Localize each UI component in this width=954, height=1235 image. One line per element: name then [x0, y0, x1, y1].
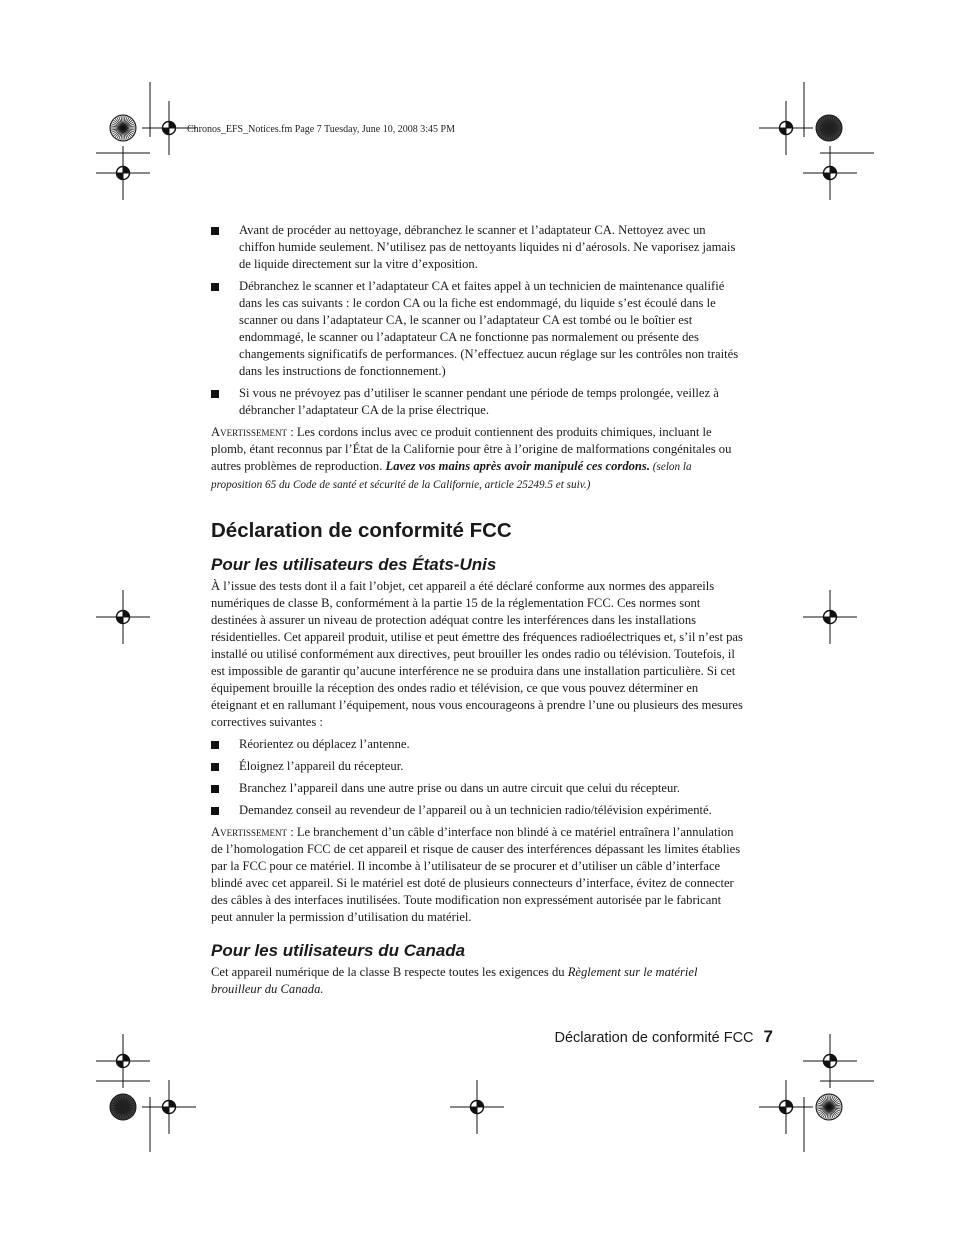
list-item: Réorientez ou déplacez l’antenne.: [211, 736, 743, 753]
list-item: Si vous ne prévoyez pas d’utiliser le scanner pendant une période de temps prolongée, veillez à débrancher l’adaptateur CA de la prise électrique.: [211, 385, 743, 419]
list-item: Branchez l’appareil dans une autre prise ou dans un autre circuit que celui du récepteur.: [211, 780, 743, 797]
square-bullet-icon: [211, 785, 219, 793]
list-item: Éloignez l’appareil du récepteur.: [211, 758, 743, 775]
starburst-target-icon: [816, 1094, 842, 1120]
starburst-target-icon: [816, 115, 842, 141]
section-title: Déclaration de conformité FCC: [211, 519, 512, 542]
file-info-header: Chronos_EFS_Notices.fm Page 7 Tuesday, June 10, 2008 3:45 PM: [187, 124, 455, 135]
footer-label: Déclaration de conformité FCC: [554, 1030, 754, 1046]
square-bullet-icon: [211, 227, 219, 235]
maintenance-bullet-list: [211, 222, 743, 419]
us-subtitle: Pour les utilisateurs des États-Unis: [211, 555, 497, 574]
square-bullet-icon: [211, 807, 219, 815]
square-bullet-icon: [211, 390, 219, 398]
list-item: Demandez conseil au revendeur de l’appareil ou à un technicien radio/télévision expérimenté.: [211, 802, 743, 819]
page-number: 7: [763, 1027, 773, 1046]
starburst-target-icon: [110, 1094, 136, 1120]
page-footer: [554, 1027, 773, 1047]
warning-label: Avertissement: [211, 425, 288, 439]
list-item: Avant de procéder au nettoyage, débranchez le scanner et l’adaptateur CA. Nettoyez avec un chiffon humide seulement. N’utilisez pas de nettoyants liquides ni d’aérosols. Ne vaporisez jamais de liquide directement sur la vitre d’exposition.: [211, 222, 743, 273]
us-body: À l’issue des tests dont il a fait l’objet, cet appareil a été déclaré conforme aux normes des appareils numériques de classe B, conformément à la partie 15 de la réglementation FCC. Ces normes sont destinées à assurer un niveau de protection adéquat contre les interférences dans les installations résidentielles. Cet appareil produit, utilise et peut émettre des fréquences radioélectriques et, s’il n’est pas installé ou utilisé conformément aux directives, peut brouiller les ondes radio ou télévision. Toutefois, il est impossible de garantir qu’aucune interférence ne se produira dans une installation particulière. Si cet équipement brouille la réception des ondes radio et télévision, ce que vous pouvez déterminer en éteignant et en rallumant l’équipement, nous vous encourageons à prendre l’une ou plusieurs des mesures correctives suivantes :: [211, 579, 743, 729]
square-bullet-icon: [211, 283, 219, 291]
starburst-target-icon: [110, 115, 136, 141]
square-bullet-icon: [211, 741, 219, 749]
prop65-warning: Avertissement : Les cordons inclus avec ce produit contiennent des produits chimiques, incluant le plomb, étant reconnus par l’État de la Californie pour être à l’origine de malformations congénitales ou autres problèmes de reproduction. Lavez vos mains après avoir manipulé ces cordons. (selon la proposition 65 du Code de santé et sécurité de la Californie, article 25249.5 et suiv.): [211, 425, 732, 491]
corrective-bullet-list: [211, 736, 743, 819]
warning-label: Avertissement :: [211, 825, 294, 839]
square-bullet-icon: [211, 763, 219, 771]
list-item: Débranchez le scanner et l’adaptateur CA et faites appel à un technicien de maintenance qualifié dans les cas suivants : le cordon CA ou la fiche est endommagé, du liquide s’est écoulé dans le scanner ou dans l’adaptateur CA, le scanner ou l’adaptateur CA est tombé ou le boîtier est endommagé, le scanner ou l’adaptateur CA ne fonctionne pas normalement ou présente des changements significatifs de performances. (N’effectuez aucun réglage sur les contrôles non traités dans les instructions de fonctionnement.): [211, 278, 743, 380]
canada-subtitle: Pour les utilisateurs du Canada: [211, 941, 466, 960]
cable-warning: Avertissement : Le branchement d’un câble d’interface non blindé à ce matériel entraînera l’annulation de l’homologation FCC de cet appareil et risque de causer des interférences dépassant les limites établies par la FCC pour ce matériel. Il incombe à l’utilisateur de se procurer et d’utiliser un câble d’interface blindé avec cet appareil. Si le matériel est doté de plusieurs connecteurs d’interface, évitez de connecter des câbles à des interfaces inutilisées. Toute modification non expressément autorisée par le fabricant peut annuler la permission d’utilisation du matériel.: [211, 825, 741, 924]
canada-body: Cet appareil numérique de la classe B respecte toutes les exigences du Règlement sur le matériel brouilleur du Canada.: [211, 965, 698, 996]
page-content: [211, 222, 743, 998]
